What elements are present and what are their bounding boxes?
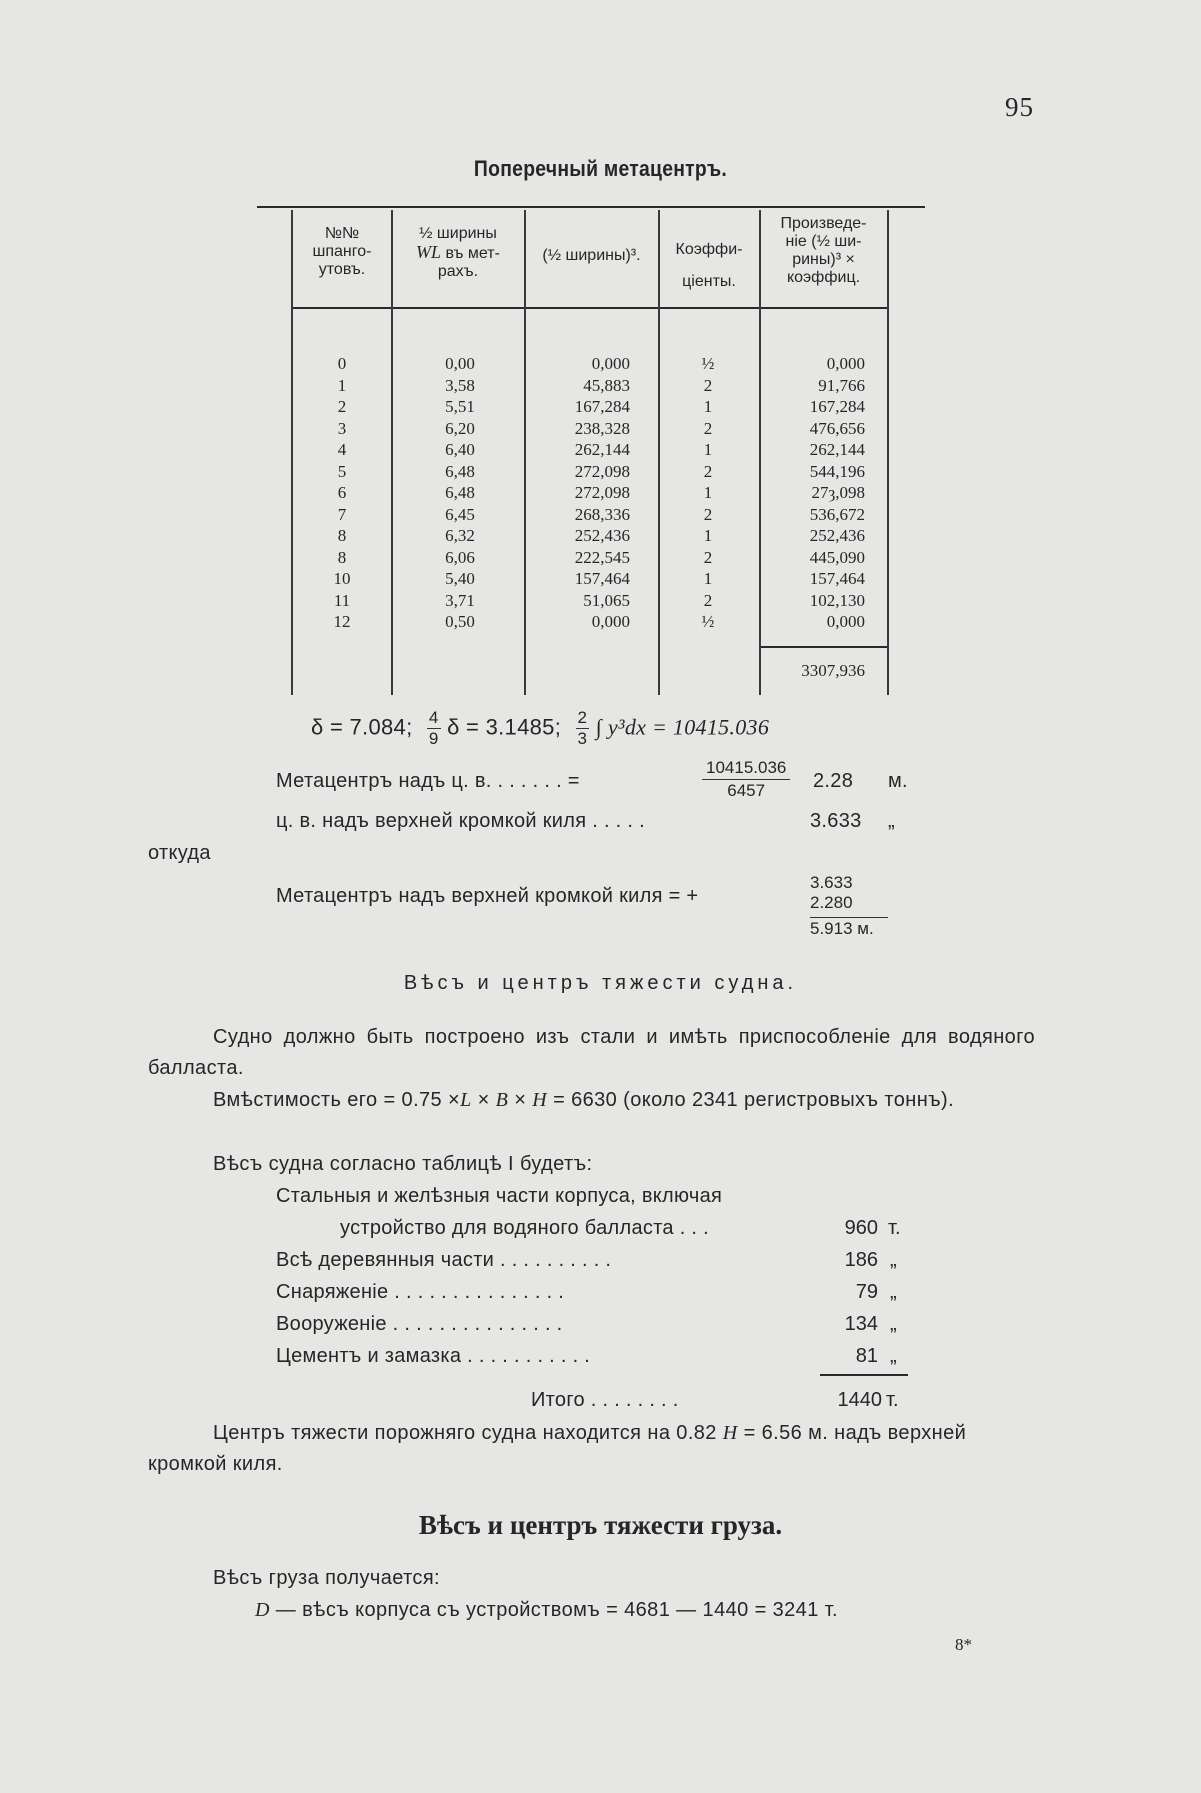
table-cell: 0,50 bbox=[445, 612, 475, 631]
sum-term: 2.280 bbox=[810, 893, 853, 912]
table-cell: ½ bbox=[701, 612, 715, 631]
table-cell: 0,000 bbox=[826, 354, 865, 373]
table-right-border bbox=[887, 210, 889, 695]
sum-term: 3.633 bbox=[810, 873, 853, 892]
table-title: Поперечный метацентръ. bbox=[473, 156, 728, 181]
weight-total-label: Итого . . . . . . . . bbox=[531, 1389, 679, 1411]
table-cell: 8 bbox=[337, 526, 347, 545]
weight-item-label: устройство для водяного балласта . . . bbox=[340, 1217, 709, 1239]
scaled-delta: δ = 3.1485; bbox=[447, 714, 562, 740]
table-cell: 6,06 bbox=[445, 547, 475, 567]
table-cell: 6,48 bbox=[445, 461, 475, 481]
col-divider-2 bbox=[524, 210, 526, 695]
table-cell: 6,48 bbox=[445, 483, 475, 502]
text: = 6630 (около 2341 регистровыхъ тоннъ). bbox=[547, 1089, 955, 1111]
table-cell: 2 bbox=[703, 547, 713, 567]
metacenter-above-keel-label: Метацентръ надъ верхней кромкой киля = + bbox=[276, 885, 699, 907]
cb-above-keel-label: ц. в. надъ верхней кромкой киля . . . . . bbox=[276, 810, 645, 832]
table-cell: 2 bbox=[703, 590, 713, 610]
table-cell: 1 bbox=[703, 569, 713, 588]
table-cell: 0,00 bbox=[445, 354, 475, 373]
table-cell: 157,464 bbox=[809, 569, 865, 588]
metacenter-sum bbox=[810, 873, 888, 939]
table-cell: 445,090 bbox=[809, 547, 865, 567]
table-cell: 2 bbox=[337, 397, 347, 416]
weight-item-label: Всѣ деревянныя части . . . . . . . . . . bbox=[276, 1249, 612, 1271]
table-cell: 268,336 bbox=[574, 504, 630, 524]
header-product bbox=[761, 215, 886, 287]
header-line: въ мет- bbox=[441, 245, 500, 262]
table-cell: 3 bbox=[337, 418, 347, 438]
metacenter-fraction bbox=[702, 757, 790, 802]
table-top-rule bbox=[257, 206, 925, 208]
table-cell: 12 bbox=[333, 612, 351, 631]
col-product bbox=[765, 353, 865, 633]
table-left-border bbox=[291, 210, 293, 695]
symbol-L: L bbox=[460, 1089, 472, 1111]
weight-item-unit: „ bbox=[890, 1345, 897, 1367]
table-cell: 0 bbox=[337, 354, 347, 373]
text: = 6.56 м. надъ верхней кромкой киля. bbox=[148, 1422, 967, 1475]
denominator: 3 bbox=[577, 729, 588, 748]
table-cell: 8 bbox=[337, 547, 347, 567]
table-cell: 544,196 bbox=[809, 461, 865, 481]
weight-item-value: 81 bbox=[855, 1345, 878, 1367]
weight-item-label: Цементъ и замазка . . . . . . . . . . . bbox=[276, 1345, 591, 1367]
weight-item-value: 960 bbox=[844, 1217, 878, 1239]
numerator: 2 bbox=[577, 708, 588, 727]
table-cell: 3,71 bbox=[445, 590, 475, 610]
header-line: Коэффи- bbox=[675, 241, 743, 258]
delta-value: δ = 7.084; bbox=[311, 714, 413, 740]
header-wl-symbol: WL bbox=[416, 242, 442, 262]
symbol-H: H bbox=[722, 1422, 738, 1444]
text: × bbox=[508, 1089, 533, 1111]
table-cell: 6 bbox=[337, 483, 347, 502]
table-cell: 5,40 bbox=[445, 569, 475, 588]
header-line: рахъ. bbox=[437, 263, 479, 280]
weight-total-value: 1440 bbox=[837, 1389, 882, 1411]
table-cell: 11 bbox=[333, 590, 351, 610]
metacenter-unit: м. bbox=[888, 770, 908, 792]
section-title-ship-weight: Вѣсъ и центръ тяжести судна. bbox=[403, 972, 798, 994]
signature-mark: 8* bbox=[955, 1635, 972, 1654]
metacenter-above-cb bbox=[276, 770, 580, 793]
table-cell: 536,672 bbox=[809, 504, 865, 524]
table-cell: 1 bbox=[703, 483, 713, 502]
table-cell: 157,464 bbox=[574, 569, 630, 588]
header-line: ніе (½ ши- bbox=[785, 233, 862, 250]
header-line: рины)³ × bbox=[792, 251, 855, 268]
table-cell: 2 bbox=[703, 375, 713, 395]
header-line: шпанго- bbox=[312, 243, 372, 260]
weight-item-unit: т. bbox=[888, 1217, 901, 1239]
table-cell: 2 bbox=[703, 504, 713, 524]
text: Вмѣстимость его = 0.75 × bbox=[213, 1089, 461, 1111]
table-cell: 0,000 bbox=[591, 612, 630, 631]
table-cell: 1 bbox=[703, 526, 713, 545]
table-cell: 102,130 bbox=[809, 590, 865, 610]
fraction-4-9 bbox=[427, 708, 441, 749]
fraction-2-3 bbox=[576, 708, 590, 749]
text: × bbox=[471, 1089, 496, 1111]
weight-item-label: Стальныя и желѣзныя части корпуса, включая bbox=[276, 1185, 723, 1207]
table-cell: 6,45 bbox=[445, 504, 475, 524]
table-cell: 1 bbox=[703, 440, 713, 459]
table-cell: 167,284 bbox=[809, 397, 865, 416]
header-line: коэффиц. bbox=[786, 269, 861, 286]
table-cell: 51,065 bbox=[583, 590, 630, 610]
header-frame-number bbox=[294, 225, 390, 279]
weight-item-value: 186 bbox=[844, 1249, 878, 1271]
header-line: утовъ. bbox=[318, 261, 366, 278]
paragraph-cargo-intro: Вѣсъ груза получается: bbox=[213, 1567, 441, 1589]
table-cell: 6,40 bbox=[445, 440, 475, 459]
table-cell: 4 bbox=[337, 440, 347, 459]
table-cell: 476,656 bbox=[809, 418, 865, 438]
integral-result: ∫ y³dx = 10415.036 bbox=[595, 714, 770, 740]
total-underline bbox=[820, 1374, 908, 1376]
header-cube: (½ ширины)³. bbox=[542, 247, 641, 264]
paragraph-weight-intro: Вѣсъ судна согласно таблицѣ I будетъ: bbox=[213, 1153, 593, 1175]
metacenter-value: 2.28 bbox=[813, 770, 854, 792]
table-cell: 272,098 bbox=[574, 461, 630, 481]
numerator: 4 bbox=[428, 708, 439, 727]
col-frame-number bbox=[294, 353, 390, 633]
header-line: №№ bbox=[324, 225, 360, 242]
table-cell: 2 bbox=[703, 418, 713, 438]
col-coefficient bbox=[680, 353, 736, 633]
paragraph-construction: Судно должно быть построено изъ стали и имѣть приспособленіе для водяного балласта. bbox=[148, 1026, 1035, 1079]
page-number: 95 bbox=[1005, 92, 1034, 122]
weight-item-value: 79 bbox=[855, 1281, 878, 1303]
header-coefficient bbox=[660, 234, 758, 298]
table-cell: 0,000 bbox=[826, 612, 865, 631]
table-total: 3307,936 bbox=[801, 661, 865, 680]
table-cell: 1 bbox=[337, 375, 347, 395]
table-cell: 5 bbox=[337, 461, 347, 481]
cb-above-keel-value: 3.633 bbox=[810, 810, 862, 832]
text: Центръ тяжести порожняго судна находится на 0.82 bbox=[213, 1422, 717, 1444]
header-line: ціенты. bbox=[682, 273, 736, 290]
table-cell: 5,51 bbox=[445, 397, 475, 416]
table-cell: 238,328 bbox=[574, 418, 630, 438]
table-cell: 6,20 bbox=[445, 418, 475, 438]
table-cell: 27ȝ,098 bbox=[811, 483, 865, 502]
total-rule bbox=[760, 646, 888, 648]
table-cell: 252,436 bbox=[809, 526, 865, 545]
table-cell: ½ bbox=[701, 354, 715, 373]
symbol-H: H bbox=[532, 1089, 548, 1111]
table-cell: 167,284 bbox=[574, 397, 630, 416]
weight-item-unit: „ bbox=[890, 1281, 897, 1303]
header-line: ½ ширины bbox=[419, 225, 497, 242]
cb-above-keel-unit: „ bbox=[888, 810, 895, 832]
symbol-D: D bbox=[255, 1599, 270, 1621]
table-cell: 3,58 bbox=[445, 375, 475, 395]
paragraph-capacity bbox=[148, 1085, 1035, 1116]
whence-word: откуда bbox=[148, 842, 211, 864]
table-cell: 10 bbox=[333, 569, 351, 588]
weight-item-label: Снаряженіе . . . . . . . . . . . . . . . bbox=[276, 1281, 565, 1303]
table-cell: 262,144 bbox=[809, 440, 865, 459]
table-cell: 222,545 bbox=[574, 547, 630, 567]
numerator: 10415.036 bbox=[702, 757, 790, 780]
paragraph-center-of-gravity bbox=[148, 1418, 1035, 1480]
section-title-cargo-weight: Вѣсъ и центръ тяжести груза. bbox=[418, 1510, 783, 1540]
weight-item-label: Вооруженіе . . . . . . . . . . . . . . . bbox=[276, 1313, 563, 1335]
table-cell: 6,32 bbox=[445, 526, 475, 545]
sum-total: 5.913 м. bbox=[810, 917, 888, 939]
table-cell: 262,144 bbox=[574, 440, 630, 459]
denominator: 6457 bbox=[727, 781, 766, 800]
col-half-width bbox=[420, 353, 500, 633]
table-cell: 7 bbox=[337, 504, 347, 524]
symbol-B: B bbox=[495, 1089, 509, 1111]
header-line: Произведе- bbox=[780, 215, 867, 232]
table-cell: 1 bbox=[703, 397, 713, 416]
text: — вѣсъ корпуса съ устройствомъ = 4681 — 1440 = 3241 т. bbox=[269, 1599, 838, 1621]
table-cell: 252,436 bbox=[574, 526, 630, 545]
table-cell: 0,000 bbox=[591, 354, 630, 373]
col-divider-1 bbox=[391, 210, 393, 695]
weight-item-value: 134 bbox=[844, 1313, 878, 1335]
header-half-width bbox=[393, 225, 523, 281]
table-cell: 45,883 bbox=[583, 375, 630, 395]
paragraph-hull-weight bbox=[255, 1595, 838, 1626]
weight-item-unit: „ bbox=[890, 1249, 897, 1271]
denominator: 9 bbox=[428, 729, 439, 748]
weight-item-unit: „ bbox=[890, 1313, 897, 1335]
table-cell: 2 bbox=[703, 461, 713, 481]
col-cube bbox=[530, 353, 630, 633]
table-cell: 91,766 bbox=[818, 375, 865, 395]
table-cell: 272,098 bbox=[574, 483, 630, 502]
integral-formula bbox=[311, 708, 769, 749]
header-bottom-rule bbox=[293, 307, 888, 309]
weight-total-unit: т. bbox=[886, 1389, 899, 1411]
label: Метацентръ надъ ц. в. . . . . . . = bbox=[276, 770, 580, 792]
